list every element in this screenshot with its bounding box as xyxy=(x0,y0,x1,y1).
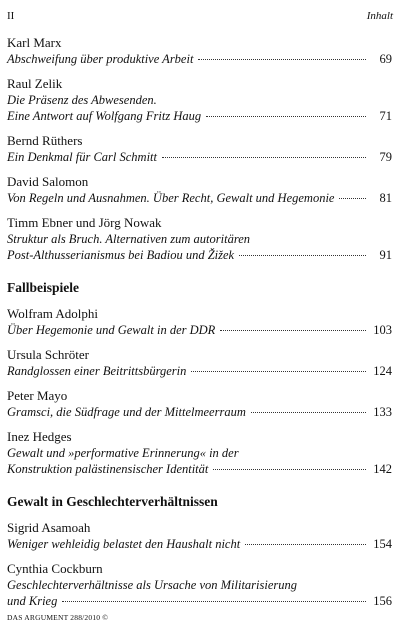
toc-entry xyxy=(7,387,392,420)
toc-entry-author: David Salomon xyxy=(7,174,89,189)
toc-entry-title-row[interactable] xyxy=(7,247,392,263)
toc-entry xyxy=(7,519,392,552)
toc-entry-author: Peter Mayo xyxy=(7,388,68,403)
toc-entry xyxy=(7,305,392,338)
toc-entry-page-number: 103 xyxy=(373,323,392,337)
toc-entry-title-row[interactable] xyxy=(7,363,392,379)
toc-entry-title-row[interactable] xyxy=(7,322,392,338)
dot-leader xyxy=(245,544,366,545)
dot-leader xyxy=(239,255,366,256)
toc-entry-page-number: 124 xyxy=(373,364,392,378)
toc-entry-author: Karl Marx xyxy=(7,35,62,50)
toc-entry xyxy=(7,214,392,263)
toc-entry-page-number: 81 xyxy=(379,191,392,205)
dot-leader xyxy=(162,157,366,158)
dot-leader xyxy=(206,116,366,117)
toc-entry-title-row[interactable] xyxy=(7,404,392,420)
toc-entry-page-number: 91 xyxy=(379,248,392,262)
toc-entry-title: Von Regeln und Ausnahmen. Über Recht, Gewalt und Hegemonie xyxy=(7,191,335,205)
toc-entry xyxy=(7,346,392,379)
page-header xyxy=(7,10,393,26)
toc-entry-title: Randglossen einer Beitrittsbürgerin xyxy=(7,364,187,378)
toc-entry-page-number: 79 xyxy=(379,150,392,164)
toc-entry-title-line: Geschlechterverhältnisse als Ursache von Militarisierung xyxy=(7,578,298,592)
toc-entry-page-number: 142 xyxy=(373,462,392,476)
dot-leader xyxy=(62,601,366,602)
toc-entry-title: Weniger wehleidig belastet den Haushalt nicht xyxy=(7,537,241,551)
toc-entry-title-line: Gewalt und »performative Erinnerung« in der xyxy=(7,446,239,460)
toc-entry-title: Ein Denkmal für Carl Schmitt xyxy=(7,150,157,164)
toc-entry-author: Bernd Rüthers xyxy=(7,133,83,148)
section-heading-geschlechterverhaeltnisse: Gewalt in Geschlechterverhältnissen xyxy=(7,494,218,509)
toc-entry-title: Eine Antwort auf Wolfgang Fritz Haug xyxy=(7,109,202,123)
dot-leader xyxy=(213,469,366,470)
toc-entry-title-row[interactable] xyxy=(7,536,392,552)
toc-entry-title-row[interactable] xyxy=(7,149,392,165)
toc-entry-title: Post-Althusserianismus bei Badiou und Žižek xyxy=(7,248,235,262)
toc-entry-author: Raul Zelik xyxy=(7,76,63,91)
toc-entry-title-row[interactable] xyxy=(7,190,392,206)
toc-group-geschlechterverhaeltnisse xyxy=(7,519,392,609)
toc-entry-title-row[interactable] xyxy=(7,461,392,477)
toc-entry xyxy=(7,34,392,67)
toc-entry-title-row[interactable] xyxy=(7,51,392,67)
toc-entry-author: Timm Ebner und Jörg Nowak xyxy=(7,215,162,230)
dot-leader xyxy=(198,59,366,60)
toc-entry-page-number: 156 xyxy=(373,594,392,608)
toc-entry-title: Über Hegemonie und Gewalt in der DDR xyxy=(7,323,216,337)
toc-entry xyxy=(7,75,392,124)
dot-leader xyxy=(339,198,366,199)
toc-entry xyxy=(7,132,392,165)
toc-entry-page-number: 71 xyxy=(379,109,392,123)
running-head: Inhalt xyxy=(366,10,393,22)
toc-entry-title: Konstruktion palästinensischer Identität xyxy=(7,462,209,476)
toc-group-fallbeispiele xyxy=(7,305,392,477)
dot-leader xyxy=(220,330,366,331)
toc-group-main xyxy=(7,34,392,263)
toc-entry-page-number: 154 xyxy=(373,537,392,551)
toc-entry-title: und Krieg xyxy=(7,594,58,608)
toc-entry-title: Abschweifung über produktive Arbeit xyxy=(7,52,194,66)
page-footer: DAS ARGUMENT 288/2010 © xyxy=(7,613,109,622)
dot-leader xyxy=(251,412,366,413)
section-heading-fallbeispiele: Fallbeispiele xyxy=(7,280,79,295)
toc-entry-author: Ursula Schröter xyxy=(7,347,89,362)
toc-entry-page-number: 69 xyxy=(379,52,392,66)
toc-entry-title: Gramsci, die Südfrage und der Mittelmeerraum xyxy=(7,405,246,419)
toc-entry xyxy=(7,560,392,609)
toc-entry-author: Cynthia Cockburn xyxy=(7,561,103,576)
dot-leader xyxy=(191,371,366,372)
page-number: II xyxy=(7,10,15,22)
table-of-contents xyxy=(7,34,392,617)
toc-entry-title-line: Struktur als Bruch. Alternativen zum autoritären xyxy=(7,232,251,246)
toc-entry-page-number: 133 xyxy=(373,405,392,419)
toc-entry-author: Inez Hedges xyxy=(7,429,72,444)
toc-entry-title-row[interactable] xyxy=(7,108,392,124)
toc-entry-title-row[interactable] xyxy=(7,593,392,609)
toc-entry xyxy=(7,173,392,206)
toc-entry-title-line: Die Präsenz des Abwesenden. xyxy=(7,93,157,107)
toc-entry xyxy=(7,428,392,477)
toc-entry-author: Sigrid Asamoah xyxy=(7,520,91,535)
toc-entry-author: Wolfram Adolphi xyxy=(7,306,99,321)
